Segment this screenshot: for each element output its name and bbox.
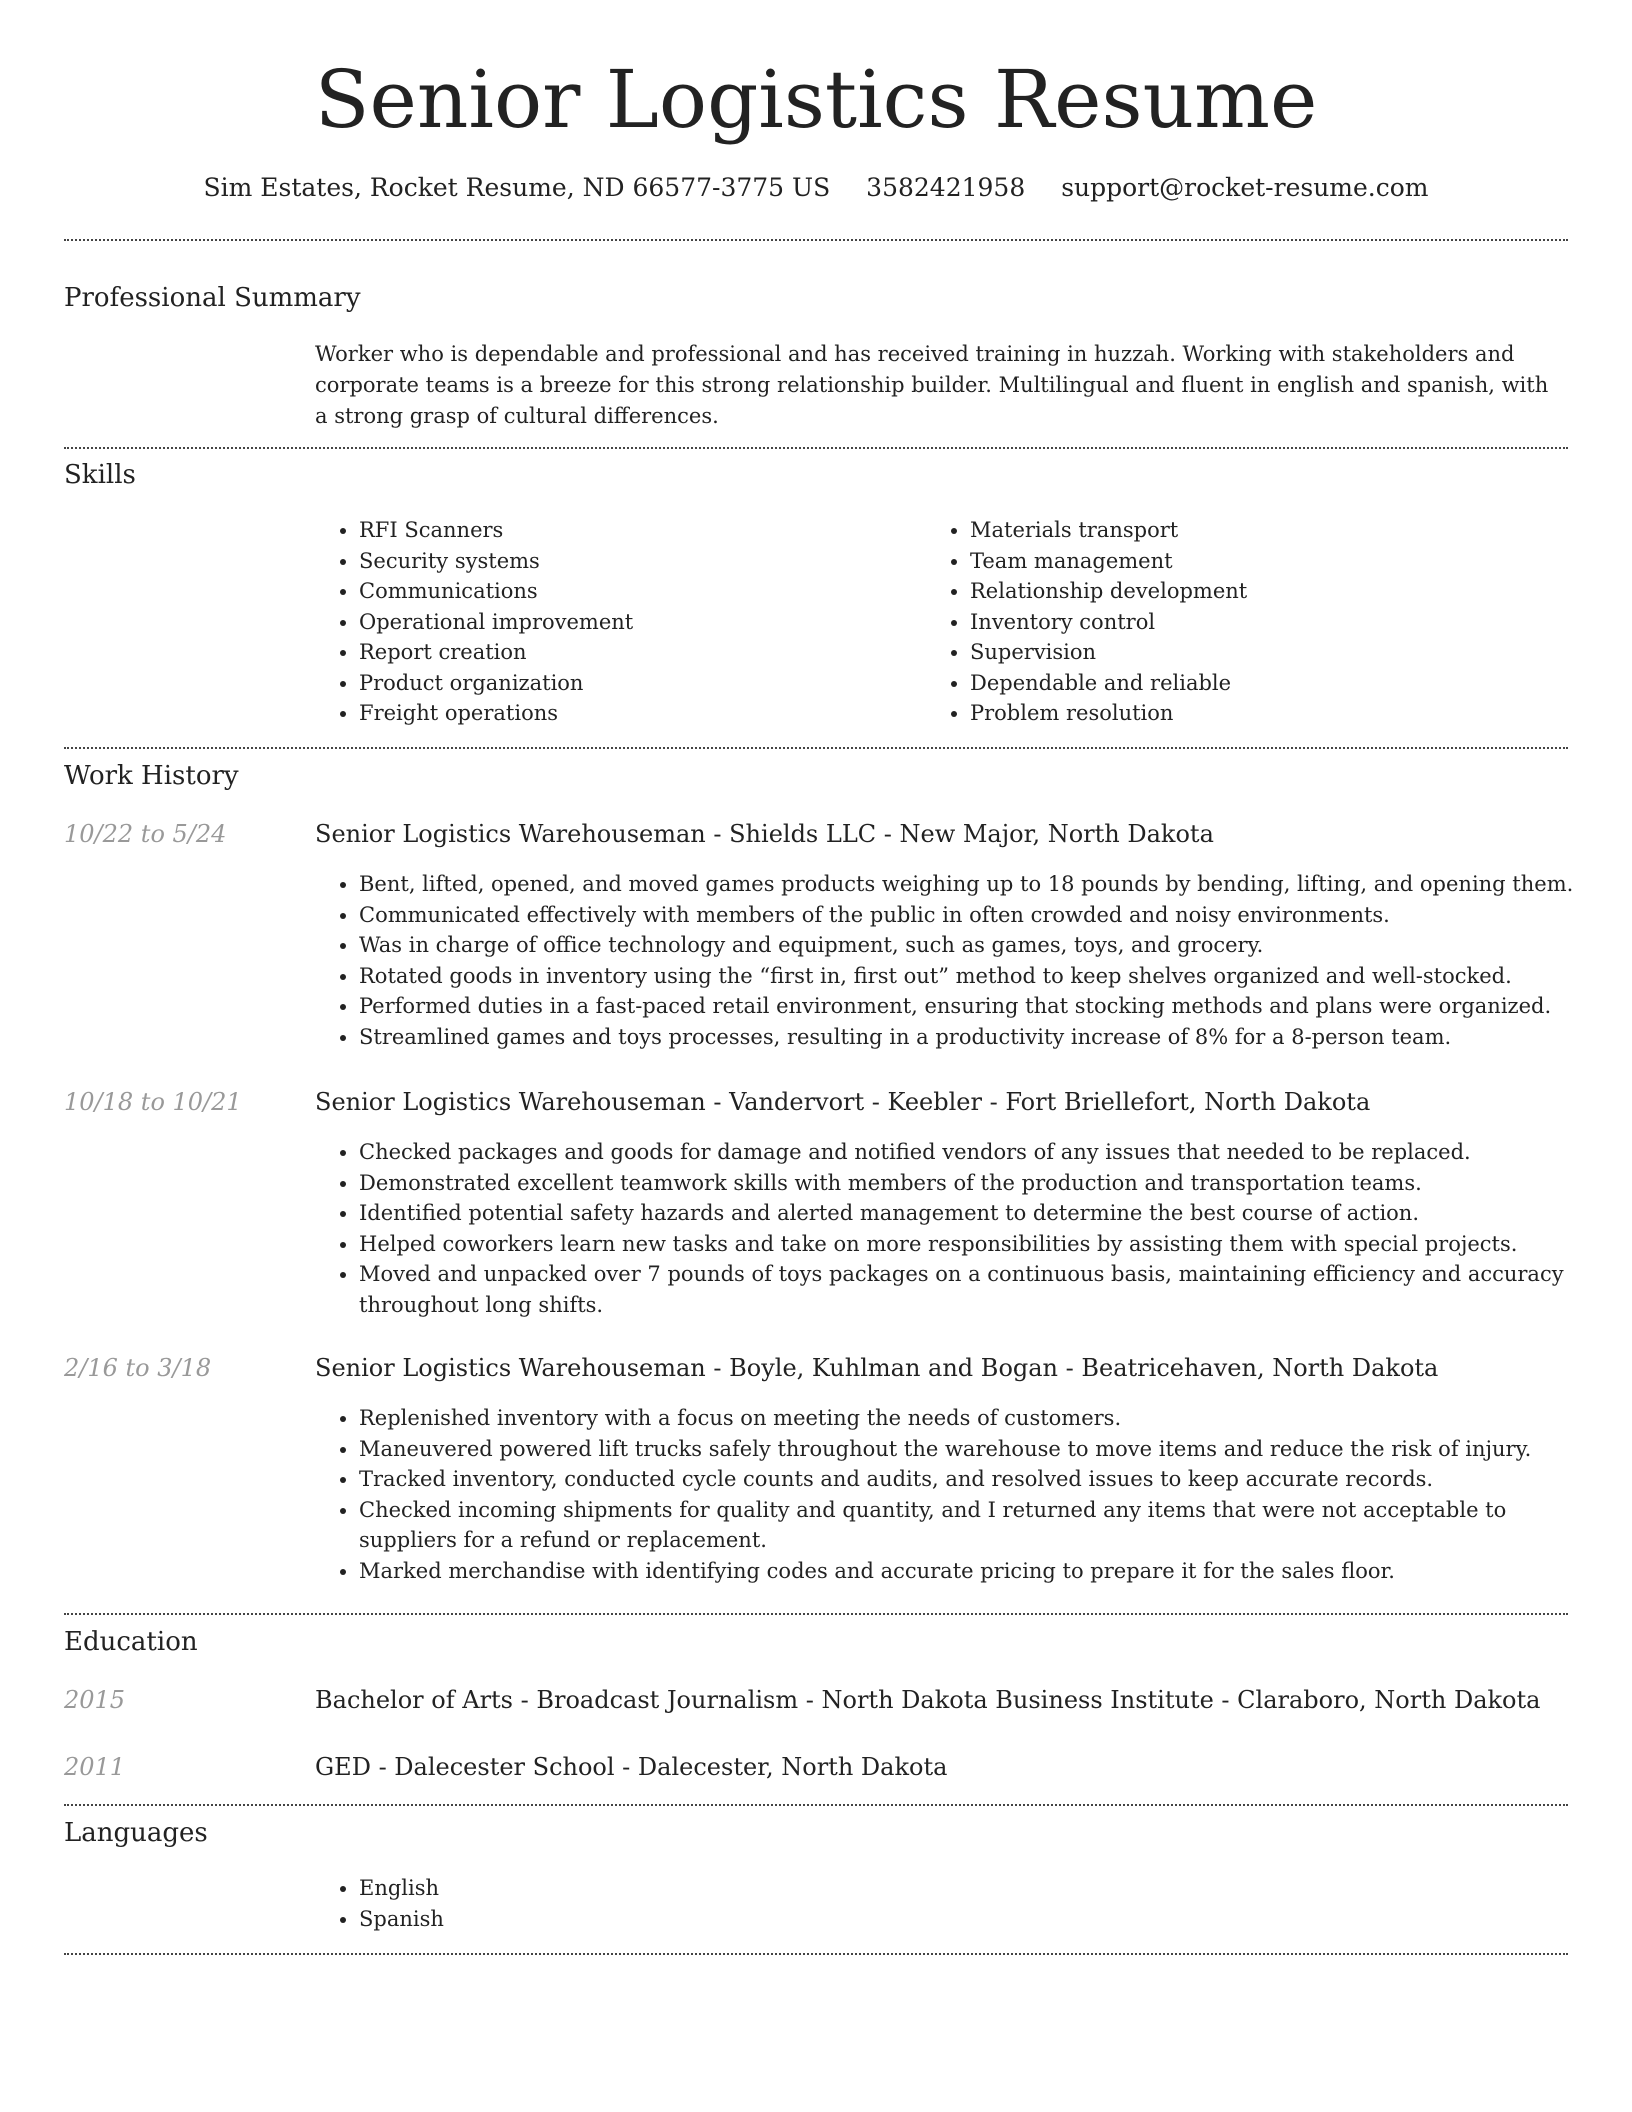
job-title: Senior Logistics Warehouseman - Shields LLC - New Major, North Dakota [315,820,1214,848]
skill-item: • Report creation [359,637,919,668]
job-bullet: • Tracked inventory, conducted cycle counts and audits, and resolved issues to keep accurate records. [359,1464,1609,1495]
summary-text: Worker who is dependable and professional and has received training in huzzah. Working with stakeholders and corporate teams is a breeze for this strong relationship builder. Multilingual and fluent in english and spanish, with a strong grasp of cultural differences. [315,342,1549,428]
skill-item: • Dependable and reliable [970,668,1570,699]
skill-item: • RFI Scanners [359,515,919,546]
contact-address: Sim Estates, Rocket Resume, ND 66577-3775 US [203,173,831,202]
education-heading: Education [64,1627,198,1657]
education-entry: GED - Dalecester School - Dalecester, North Dakota [315,1753,948,1781]
job-dates: 10/22 to 5/24 [64,820,227,848]
job-bullet: • Performed duties in a fast-paced retail environment, ensuring that stocking methods and plans were organized. [359,991,1609,1022]
resume-title: Senior Logistics Resume [314,53,1318,146]
skill-item: • Team management [970,546,1570,577]
language-item: • Spanish [359,1904,959,1935]
job-bullet: • Demonstrated excellent teamwork skills with members of the production and transportation teams. [359,1168,1609,1199]
divider [64,747,1568,749]
job-bullet: • Identified potential safety hazards and alerted management to determine the best course of action. [359,1198,1609,1229]
contact-email: support@rocket-resume.com [1061,173,1429,202]
job-dates: 10/18 to 10/21 [64,1088,242,1116]
work-heading: Work History [64,761,239,791]
skills-list-left [315,515,919,729]
contact-phone: 3582421958 [866,173,1026,202]
summary-heading: Professional Summary [64,283,361,313]
skill-item: • Problem resolution [970,698,1570,729]
skill-item: • Communications [359,576,919,607]
divider [64,1804,1568,1806]
job-bullet: • Was in charge of office technology and equipment, such as games, toys, and grocery. [359,930,1609,961]
languages-list [315,1873,959,1934]
skill-item: • Inventory control [970,607,1570,638]
job-bullet: • Checked packages and goods for damage and notified vendors of any issues that needed to be replaced. [359,1137,1609,1168]
education-year: 2011 [64,1753,126,1781]
job-title: Senior Logistics Warehouseman - Boyle, Kuhlman and Bogan - Beatricehaven, North Dakota [315,1354,1439,1382]
divider [64,1953,1568,1955]
job-bullet: • Maneuvered powered lift trucks safely throughout the warehouse to move items and reduce the risk of injury. [359,1434,1609,1465]
languages-heading: Languages [64,1818,208,1848]
job-bullet: • Streamlined games and toys processes, resulting in a productivity increase of 8% for a 8-person team. [359,1022,1609,1053]
job-bullet: • Bent, lifted, opened, and moved games products weighing up to 18 pounds by bending, lifting, and opening them. [359,869,1609,900]
skill-item: • Security systems [359,546,919,577]
job-bullet: • Marked merchandise with identifying codes and accurate pricing to prepare it for the sales floor. [359,1556,1609,1587]
job-bullet: • Helped coworkers learn new tasks and take on more responsibilities by assisting them with special projects. [359,1229,1609,1260]
skill-item: • Freight operations [359,698,919,729]
skill-item: • Operational improvement [359,607,919,638]
job-bullet: • Rotated goods in inventory using the “first in, first out” method to keep shelves organized and well-stocked. [359,961,1609,992]
skill-item: • Product organization [359,668,919,699]
job-title: Senior Logistics Warehouseman - Vandervort - Keebler - Fort Briellefort, North Dakota [315,1088,1371,1116]
job-bullet: • Checked incoming shipments for quality and quantity, and I returned any items that were not acceptable to suppliers for a refund or replacement. [359,1495,1609,1556]
contact-line [0,172,1632,204]
education-year: 2015 [64,1686,126,1714]
job-bullets [315,1137,1609,1320]
skills-list-right [926,515,1570,729]
job-bullet: • Communicated effectively with members of the public in often crowded and noisy environments. [359,900,1609,931]
divider [64,447,1568,449]
language-item: • English [359,1873,959,1904]
divider [64,239,1568,241]
job-bullets [315,869,1609,1052]
job-bullets [315,1403,1609,1586]
skill-item: • Materials transport [970,515,1570,546]
job-dates: 2/16 to 3/18 [64,1354,212,1382]
job-bullet: • Moved and unpacked over 7 pounds of toys packages on a continuous basis, maintaining efficiency and accuracy throughout long shifts. [359,1259,1609,1320]
education-entry: Bachelor of Arts - Broadcast Journalism - North Dakota Business Institute - Claraboro, North Dakota [315,1686,1541,1714]
skill-item: • Relationship development [970,576,1570,607]
job-bullet: • Replenished inventory with a focus on meeting the needs of customers. [359,1403,1609,1434]
divider [64,1613,1568,1615]
skills-heading: Skills [64,460,136,490]
skill-item: • Supervision [970,637,1570,668]
